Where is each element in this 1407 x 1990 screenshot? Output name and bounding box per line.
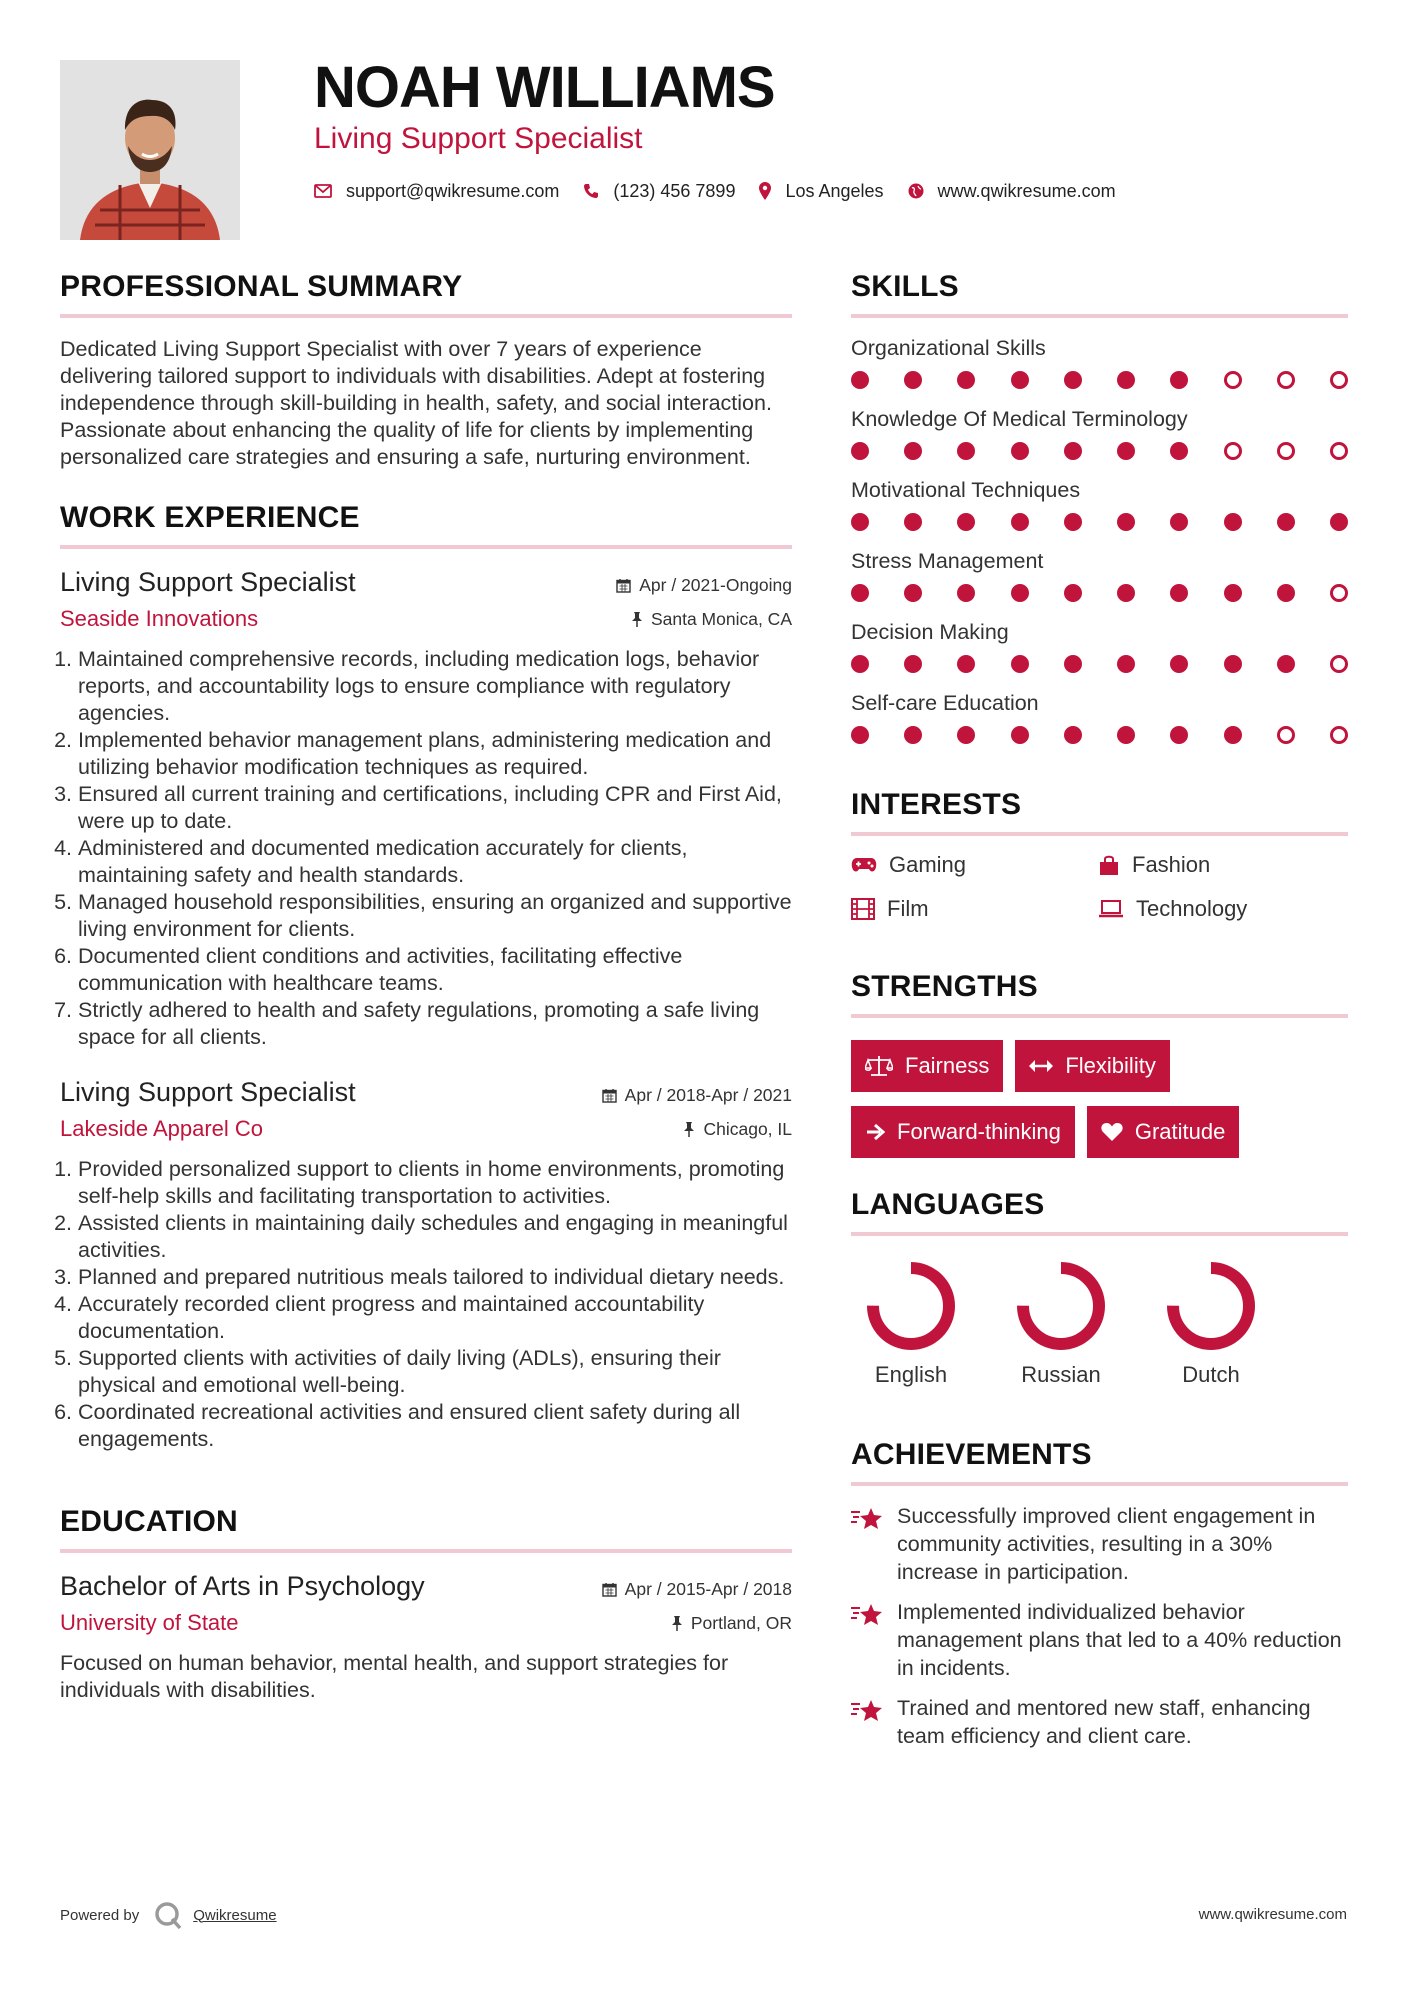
language-level-ring bbox=[1013, 1258, 1109, 1354]
skill-dot-filled bbox=[851, 513, 869, 531]
education-date-text: Apr / 2015-Apr / 2018 bbox=[624, 1579, 792, 1599]
skill-dot-filled bbox=[1170, 584, 1188, 602]
skill-dot-filled bbox=[1011, 726, 1029, 744]
skill-dot-filled bbox=[904, 513, 922, 531]
skill-dot-filled bbox=[904, 726, 922, 744]
skill-dot-filled bbox=[1064, 726, 1082, 744]
skill-dot-filled bbox=[1277, 655, 1295, 673]
skills-list bbox=[851, 336, 1348, 744]
strengths-section bbox=[851, 970, 1348, 1158]
skill-dot-filled bbox=[1117, 442, 1135, 460]
skill-dot-filled bbox=[851, 442, 869, 460]
pin-icon bbox=[631, 612, 643, 627]
skill-dot-filled bbox=[1117, 655, 1135, 673]
footer-website[interactable]: www.qwikresume.com bbox=[1198, 1906, 1347, 1923]
contact-location bbox=[759, 181, 883, 202]
achievements-heading: ACHIEVEMENTS bbox=[851, 1438, 1348, 1486]
languages-section bbox=[851, 1188, 1348, 1388]
skill-rating bbox=[851, 513, 1348, 531]
achievement-item bbox=[851, 1502, 1348, 1586]
job-date-text: Apr / 2021-Ongoing bbox=[639, 575, 792, 595]
job-date bbox=[602, 1085, 792, 1106]
strength-chip bbox=[851, 1106, 1075, 1158]
contact-bar bbox=[314, 178, 1140, 204]
strengths-list bbox=[851, 1040, 1348, 1158]
left-column bbox=[60, 270, 792, 1704]
skill-name: Self-care Education bbox=[851, 691, 1039, 715]
skill-rating bbox=[851, 726, 1348, 744]
skill-name: Knowledge Of Medical Terminology bbox=[851, 407, 1188, 431]
achievement-text: Trained and mentored new staff, enhancing team efficiency and client care. bbox=[897, 1696, 1311, 1748]
map-marker-icon bbox=[759, 182, 771, 200]
right-column bbox=[851, 270, 1348, 1762]
achievement-text: Implemented individualized behavior management plans that led to a 40% reduction in incidents. bbox=[897, 1600, 1342, 1680]
summary-heading: PROFESSIONAL SUMMARY bbox=[60, 270, 792, 318]
powered-by-label: Powered by bbox=[60, 1906, 140, 1924]
skill-rating bbox=[851, 655, 1348, 673]
calendar-icon bbox=[602, 1088, 617, 1103]
education-description: Focused on human behavior, mental health, and support strategies for individuals with disabilities. bbox=[60, 1651, 729, 1702]
interests-section bbox=[851, 788, 1348, 922]
interest-label: Fashion bbox=[1132, 852, 1211, 877]
skill-dot-filled bbox=[957, 513, 975, 531]
education-date bbox=[602, 1579, 792, 1600]
email-text: support@qwikresume.com bbox=[346, 180, 560, 201]
achievement-item bbox=[851, 1598, 1348, 1682]
strengths-heading: STRENGTHS bbox=[851, 970, 1348, 1018]
experience-section bbox=[60, 501, 792, 1453]
skill-dot-filled bbox=[851, 371, 869, 389]
skill-dot-filled bbox=[1011, 584, 1029, 602]
education-location-text: Portland, OR bbox=[690, 1613, 792, 1633]
job-company: Lakeside Apparel Co bbox=[60, 1116, 264, 1141]
language-level-ring bbox=[1163, 1258, 1259, 1354]
language-name: Dutch bbox=[1182, 1362, 1240, 1387]
envelope-icon bbox=[314, 184, 332, 198]
job-bullets bbox=[60, 1156, 792, 1453]
strength-label: Flexibility bbox=[1065, 1053, 1156, 1078]
bullet-item: 4. Administered and documented medication accurately for clients, maintaining safety and health standards. bbox=[78, 835, 792, 889]
school-name: University of State bbox=[60, 1610, 239, 1635]
skill-dot-filled bbox=[1064, 442, 1082, 460]
skill-dot-filled bbox=[904, 584, 922, 602]
achievements-section bbox=[851, 1438, 1348, 1750]
skill-dot-filled bbox=[851, 726, 869, 744]
job-date-text: Apr / 2018-Apr / 2021 bbox=[624, 1085, 792, 1105]
languages-list bbox=[851, 1258, 1271, 1388]
laptop-icon bbox=[1098, 900, 1124, 918]
skill-dot-filled bbox=[1117, 726, 1135, 744]
skill-dot-filled bbox=[851, 584, 869, 602]
skill-dot-empty bbox=[1224, 442, 1242, 460]
skill-dot-filled bbox=[904, 655, 922, 673]
footer-branding bbox=[60, 1900, 277, 1930]
degree-title: Bachelor of Arts in Psychology bbox=[60, 1571, 425, 1601]
skill-dot-filled bbox=[1064, 513, 1082, 531]
skill-dot-filled bbox=[1011, 442, 1029, 460]
language-name: Russian bbox=[1021, 1362, 1101, 1387]
strength-label: Fairness bbox=[905, 1053, 990, 1078]
job-location bbox=[631, 609, 792, 630]
phone-text: (123) 456 7899 bbox=[613, 180, 736, 201]
strengths-row bbox=[851, 1106, 1348, 1158]
globe-icon bbox=[908, 183, 924, 199]
job-location bbox=[683, 1119, 792, 1140]
phone-icon bbox=[583, 183, 599, 199]
pin-icon bbox=[683, 1122, 695, 1137]
profile-photo bbox=[60, 60, 240, 240]
skills-section bbox=[851, 270, 1348, 744]
interest-item bbox=[1098, 852, 1345, 878]
skill-dot-empty bbox=[1224, 371, 1242, 389]
education-entry bbox=[60, 1571, 792, 1704]
arrow-right-icon bbox=[865, 1122, 885, 1142]
skill-dot-empty bbox=[1330, 442, 1348, 460]
bullet-item: 2. Assisted clients in maintaining daily schedules and engaging in meaningful activities. bbox=[78, 1210, 792, 1264]
heart-icon bbox=[1101, 1122, 1123, 1142]
star-icon bbox=[851, 1506, 883, 1532]
job-title: Living Support Specialist bbox=[60, 1077, 356, 1107]
skill-dot-filled bbox=[1064, 655, 1082, 673]
skill-item bbox=[851, 620, 1348, 673]
job-entry bbox=[60, 1077, 792, 1453]
skill-dot-filled bbox=[904, 442, 922, 460]
education-section bbox=[60, 1505, 792, 1704]
skill-dot-filled bbox=[957, 442, 975, 460]
qwikresume-logo-icon bbox=[153, 1900, 183, 1930]
skill-dot-empty bbox=[1330, 584, 1348, 602]
job-date bbox=[616, 575, 792, 596]
star-icon bbox=[851, 1698, 883, 1724]
strength-chip bbox=[851, 1040, 1003, 1092]
shopping-bag-icon bbox=[1098, 854, 1120, 876]
job-entry bbox=[60, 567, 792, 1051]
calendar-icon bbox=[602, 1582, 617, 1597]
bullet-item: 4. Accurately recorded client progress and maintained accountability documentation. bbox=[78, 1291, 792, 1345]
skill-name: Organizational Skills bbox=[851, 336, 1046, 360]
education-location bbox=[671, 1613, 792, 1634]
skill-dot-filled bbox=[1011, 371, 1029, 389]
skill-dot-empty bbox=[1277, 726, 1295, 744]
job-title: Living Support Specialist bbox=[60, 567, 356, 597]
interest-item bbox=[1098, 896, 1345, 922]
skill-dot-filled bbox=[957, 371, 975, 389]
website-text: www.qwikresume.com bbox=[937, 180, 1116, 201]
skill-dot-filled bbox=[1117, 513, 1135, 531]
bullet-item: 7. Strictly adhered to health and safety regulations, promoting a safe living space for all clients. bbox=[78, 997, 792, 1051]
bullet-item: 3. Planned and prepared nutritious meals tailored to individual dietary needs. bbox=[78, 1264, 792, 1291]
languages-heading: LANGUAGES bbox=[851, 1188, 1348, 1236]
skill-dot-filled bbox=[851, 655, 869, 673]
skill-name: Stress Management bbox=[851, 549, 1044, 573]
candidate-name: NOAH WILLIAMS bbox=[314, 55, 775, 120]
interests-heading: INTERESTS bbox=[851, 788, 1348, 836]
skill-dot-filled bbox=[1277, 513, 1295, 531]
bullet-item: 5. Managed household responsibilities, ensuring an organized and supportive living environment for clients. bbox=[78, 889, 792, 943]
bullet-item: 2. Implemented behavior management plans, administering medication and utilizing behavior modification techniques as required. bbox=[78, 727, 792, 781]
skill-dot-empty bbox=[1277, 371, 1295, 389]
interest-item bbox=[851, 896, 1098, 922]
bullet-item: 3. Ensured all current training and certifications, including CPR and First Aid, were up to date. bbox=[78, 781, 792, 835]
interests-list bbox=[851, 852, 1348, 922]
skill-dot-filled bbox=[1064, 371, 1082, 389]
achievement-text: Successfully improved client engagement in community activities, resulting in a 30% increase in participation. bbox=[897, 1504, 1316, 1584]
summary-section bbox=[60, 270, 792, 471]
skill-dot-filled bbox=[957, 726, 975, 744]
strength-chip bbox=[1087, 1106, 1240, 1158]
education-heading: EDUCATION bbox=[60, 1505, 792, 1553]
skill-item bbox=[851, 549, 1348, 602]
skill-dot-filled bbox=[1170, 371, 1188, 389]
skill-dot-filled bbox=[1224, 584, 1242, 602]
experience-heading: WORK EXPERIENCE bbox=[60, 501, 792, 549]
skill-rating bbox=[851, 442, 1348, 460]
interest-label: Technology bbox=[1136, 896, 1248, 921]
bullet-item: 1. Maintained comprehensive records, including medication logs, behavior reports, and accountability logs to ensure compliance with regulatory agencies. bbox=[78, 646, 792, 727]
language-item bbox=[1001, 1258, 1121, 1388]
bullet-item: 6. Coordinated recreational activities and ensured client safety during all engagements. bbox=[78, 1399, 792, 1453]
language-item bbox=[851, 1258, 971, 1388]
language-item bbox=[1151, 1258, 1271, 1388]
skill-item bbox=[851, 691, 1348, 744]
qwikresume-link[interactable]: Qwikresume bbox=[193, 1906, 277, 1924]
strengths-row bbox=[851, 1040, 1348, 1092]
interest-label: Gaming bbox=[889, 852, 967, 877]
skill-dot-filled bbox=[1064, 584, 1082, 602]
skill-dot-filled bbox=[1277, 584, 1295, 602]
balance-scale-icon bbox=[865, 1055, 893, 1077]
calendar-icon bbox=[616, 578, 631, 593]
skill-dot-filled bbox=[1330, 513, 1348, 531]
skills-heading: SKILLS bbox=[851, 270, 1348, 318]
skill-dot-empty bbox=[1277, 442, 1295, 460]
skill-dot-filled bbox=[1117, 584, 1135, 602]
skill-dot-filled bbox=[957, 584, 975, 602]
skill-dot-filled bbox=[1011, 655, 1029, 673]
location-text: Los Angeles bbox=[785, 180, 884, 201]
skill-dot-filled bbox=[904, 371, 922, 389]
achievements-list bbox=[851, 1502, 1348, 1750]
skill-name: Decision Making bbox=[851, 620, 1009, 644]
skill-dot-filled bbox=[1224, 513, 1242, 531]
contact-website[interactable] bbox=[908, 181, 1116, 202]
contact-email[interactable] bbox=[314, 181, 559, 202]
job-bullets bbox=[60, 646, 792, 1051]
bullet-item: 1. Provided personalized support to clients in home environments, promoting self-help skills and facilitating transportation to activities. bbox=[78, 1156, 792, 1210]
candidate-title: Living Support Specialist bbox=[314, 122, 643, 155]
skill-name: Motivational Techniques bbox=[851, 478, 1081, 502]
arrows-horizontal-icon bbox=[1029, 1059, 1053, 1073]
film-icon bbox=[851, 898, 875, 920]
avatar bbox=[60, 60, 240, 240]
skill-dot-empty bbox=[1330, 726, 1348, 744]
interest-item bbox=[851, 852, 1098, 878]
achievement-item bbox=[851, 1694, 1348, 1750]
skill-item bbox=[851, 336, 1348, 389]
skill-item bbox=[851, 478, 1348, 531]
skill-rating bbox=[851, 371, 1348, 389]
skill-dot-filled bbox=[1224, 726, 1242, 744]
skill-dot-filled bbox=[957, 655, 975, 673]
summary-text: Dedicated Living Support Specialist with over 7 years of experience delivering tailored support to individuals with disabilities. Adept at fostering independence through skill-building in health, safety, and social interaction. Passionate about enhancing the quality of life for clients by implementing personalized care strategies and ensuring a safe, nurturing environment. bbox=[60, 337, 772, 469]
strength-label: Gratitude bbox=[1134, 1119, 1226, 1144]
skill-dot-filled bbox=[1224, 655, 1242, 673]
skill-dot-filled bbox=[1170, 655, 1188, 673]
skill-dot-filled bbox=[1170, 726, 1188, 744]
interest-label: Film bbox=[887, 896, 929, 921]
language-name: English bbox=[874, 1362, 948, 1387]
gamepad-icon bbox=[851, 856, 877, 874]
star-icon bbox=[851, 1602, 883, 1628]
skill-item bbox=[851, 407, 1348, 460]
contact-phone[interactable] bbox=[583, 181, 735, 202]
skill-dot-empty bbox=[1330, 655, 1348, 673]
strength-label: Forward-thinking bbox=[897, 1119, 1061, 1144]
skill-dot-filled bbox=[1011, 513, 1029, 531]
pin-icon bbox=[671, 1616, 683, 1631]
bullet-item: 5. Supported clients with activities of daily living (ADLs), ensuring their physical and emotional well-being. bbox=[78, 1345, 792, 1399]
job-location-text: Santa Monica, CA bbox=[650, 609, 792, 629]
job-location-text: Chicago, IL bbox=[703, 1119, 792, 1139]
skill-dot-filled bbox=[1170, 442, 1188, 460]
job-company: Seaside Innovations bbox=[60, 606, 259, 631]
bullet-item: 6. Documented client conditions and activities, facilitating effective communication with healthcare teams. bbox=[78, 943, 792, 997]
skill-dot-empty bbox=[1330, 371, 1348, 389]
skill-rating bbox=[851, 584, 1348, 602]
language-level-ring bbox=[863, 1258, 959, 1354]
strength-chip bbox=[1015, 1040, 1169, 1092]
skill-dot-filled bbox=[1170, 513, 1188, 531]
skill-dot-filled bbox=[1117, 371, 1135, 389]
